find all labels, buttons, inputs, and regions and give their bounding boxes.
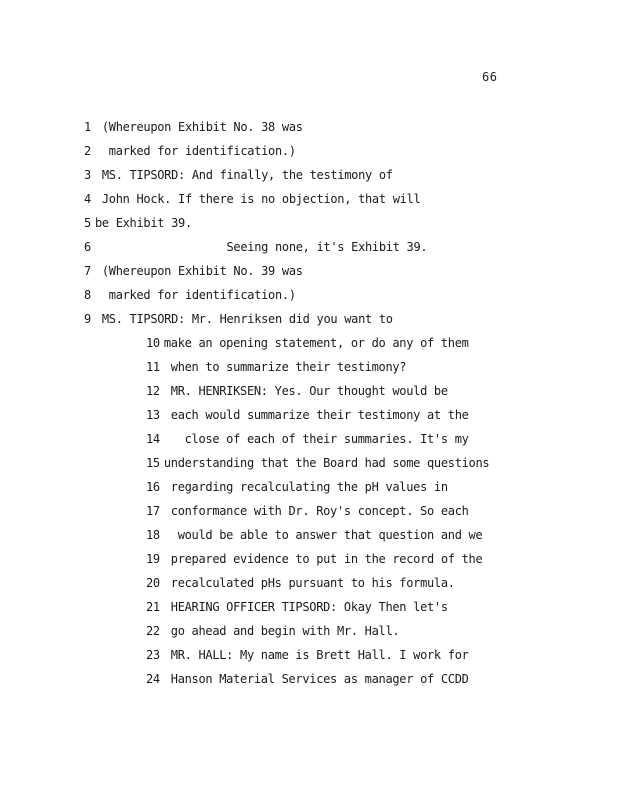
line-text: understanding that the Board had some questions — [163, 456, 490, 470]
line-text: when to summarize their testimony? — [163, 360, 407, 374]
transcript-line — [146, 528, 482, 542]
line-text: Seeing none, it's Exhibit 39. — [94, 240, 428, 254]
line-number: 17 — [146, 504, 160, 518]
transcript-line — [146, 504, 469, 518]
line-number: 12 — [146, 384, 160, 398]
line-number: 16 — [146, 480, 160, 494]
transcript-line — [146, 552, 482, 566]
line-number: 11 — [146, 360, 160, 374]
transcript-line — [146, 480, 448, 494]
line-text: each would summarize their testimony at the — [163, 408, 469, 422]
transcript-line — [146, 600, 448, 614]
transcript-line — [84, 240, 427, 254]
transcript-line — [84, 168, 393, 182]
line-text: MS. TIPSORD: And finally, the testimony of — [94, 168, 393, 182]
transcript-line — [84, 288, 296, 302]
transcript-line — [146, 384, 448, 398]
line-number: 3 — [84, 168, 91, 182]
line-number: 15 — [146, 456, 160, 470]
line-number: 13 — [146, 408, 160, 422]
line-text: prepared evidence to put in the record of the — [163, 552, 483, 566]
line-text: conformance with Dr. Roy's concept. So each — [163, 504, 469, 518]
transcript-line — [84, 312, 393, 326]
line-number: 2 — [84, 144, 91, 158]
line-text: MS. TIPSORD: Mr. Henriksen did you want to — [94, 312, 393, 326]
line-text: (Whereupon Exhibit No. 39 was — [94, 264, 303, 278]
line-number: 24 — [146, 672, 160, 686]
line-text: be Exhibit 39. — [94, 216, 192, 230]
line-text: would be able to answer that question and we — [163, 528, 483, 542]
transcript-line — [146, 648, 469, 662]
transcript-line — [146, 432, 469, 446]
line-number: 1 — [84, 120, 91, 134]
line-number: 18 — [146, 528, 160, 542]
line-text: MR. HALL: My name is Brett Hall. I work for — [163, 648, 469, 662]
transcript-line — [146, 408, 469, 422]
transcript-line — [146, 576, 455, 590]
line-text: close of each of their summaries. It's my — [163, 432, 469, 446]
line-number: 14 — [146, 432, 160, 446]
page-number: 66 — [482, 70, 498, 84]
line-text: MR. HENRIKSEN: Yes. Our thought would be — [163, 384, 448, 398]
line-text: HEARING OFFICER TIPSORD: Okay Then let's — [163, 600, 448, 614]
transcript-line — [84, 216, 192, 230]
line-number: 4 — [84, 192, 91, 206]
line-number: 6 — [84, 240, 91, 254]
line-text: make an opening statement, or do any of them — [163, 336, 469, 350]
transcript-line — [146, 624, 399, 638]
line-text: marked for identification.) — [94, 288, 296, 302]
line-text: marked for identification.) — [94, 144, 296, 158]
transcript-line — [146, 336, 469, 350]
transcript-line — [146, 360, 406, 374]
transcript-line — [146, 672, 469, 686]
transcript-line — [84, 264, 303, 278]
line-text: Hanson Material Services as manager of CCDD — [163, 672, 469, 686]
line-number: 23 — [146, 648, 160, 662]
line-number: 10 — [146, 336, 160, 350]
line-text: recalculated pHs pursuant to his formula. — [163, 576, 455, 590]
line-number: 9 — [84, 312, 91, 326]
line-text: go ahead and begin with Mr. Hall. — [163, 624, 400, 638]
transcript-line — [84, 120, 303, 134]
line-number: 21 — [146, 600, 160, 614]
line-number: 5 — [84, 216, 91, 230]
line-number: 22 — [146, 624, 160, 638]
transcript-line — [146, 456, 489, 470]
line-number: 7 — [84, 264, 91, 278]
line-number: 19 — [146, 552, 160, 566]
line-text: regarding recalculating the pH values in — [163, 480, 448, 494]
transcript-line — [84, 192, 420, 206]
transcript-line — [84, 144, 296, 158]
line-number: 8 — [84, 288, 91, 302]
line-text: John Hock. If there is no objection, that will — [94, 192, 421, 206]
line-text: (Whereupon Exhibit No. 38 was — [94, 120, 303, 134]
line-number: 20 — [146, 576, 160, 590]
